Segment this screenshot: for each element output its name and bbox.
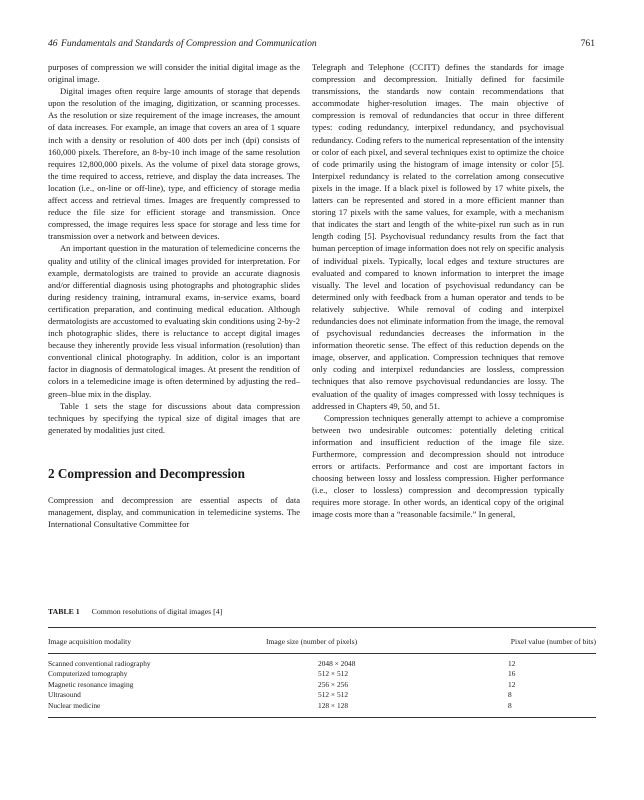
left-column bbox=[48, 61, 300, 530]
table-cell: Ultrasound bbox=[48, 690, 81, 700]
table-body bbox=[48, 654, 596, 717]
section-heading: 2 Compression and Decompression bbox=[48, 465, 245, 481]
table-row bbox=[48, 680, 596, 690]
table-caption-text: Common resolutions of digital images [4] bbox=[91, 607, 223, 616]
paragraph: Digital images often require large amounts of storage that depends upon the resolution of the imaging, digitization, or scanning processes. As the resolution or size requirement of the image increases, the amount of data increases. For example, an image that covers an area of 1 square inch with a density or resolution of 400 dots per inch (dpi) consists of 160,000 pixels. Therefore, an 8-by-10 inch image of the same resolution requires 12,800,000 pixels. As the volume of pixel data storage grows, the time required to access, retrieve, and display the data increases. The location (i.e., on-line or off-line), type, and efficiency of storage media affect access and retrieval times. Images are frequently compressed to reduce the file size for efficient storage and transmission. Once compressed, the image requires less space for storage and less time for transmission over a network and between devices. bbox=[48, 86, 300, 242]
column-header: Image size (number of pixels) bbox=[266, 637, 358, 646]
table-label: TABLE 1 bbox=[48, 607, 80, 616]
table-1 bbox=[48, 607, 596, 718]
table-cell: 12 bbox=[508, 679, 516, 689]
paragraph: An important question in the maturation of telemedicine concerns the quality and utility of the clinical images provided for interpretation. For example, dermatologists are trained to provide an accurate diagnosis and/or differential diagnosis using photographs and photographic slides during residency training, intramural exams, in-service exams, board certification preparation, and continuing medical education. Although dermatologists are accustomed to evaluating skin conditions using 2-by-2 inch photographic slides, there is reluctance to accept digital images because they inherently provide less visual information (resolution) than conventional clinical photography. In addition, color is an important factor in diagnosis of dermatological images. At present the rendition of colors in a telemedicine image is often determined by adjusting the red–green–blue mix in the display. bbox=[48, 243, 300, 399]
table-row bbox=[48, 669, 596, 679]
table-cell: Magnetic resonance imaging bbox=[48, 679, 134, 689]
table-cell: 2048 × 2048 bbox=[318, 659, 356, 668]
table-cell: 16 bbox=[508, 669, 516, 679]
running-head-title: Fundamentals and Standards of Compression and Communication bbox=[61, 38, 317, 49]
table-cell: 512 × 512 bbox=[318, 669, 349, 679]
table-cell: 128 × 128 bbox=[318, 700, 349, 710]
table-cell: 12 bbox=[508, 659, 516, 668]
column-header: Pixel value (number of bits) bbox=[510, 637, 596, 646]
table-caption bbox=[48, 607, 596, 616]
table-cell: 8 bbox=[508, 690, 512, 700]
table-row bbox=[48, 659, 596, 669]
table-row bbox=[48, 701, 596, 711]
table-cell: 8 bbox=[508, 700, 512, 710]
table-cell: 256 × 256 bbox=[318, 679, 349, 689]
paragraph: Table 1 sets the stage for discussions about data compression techniques by specifying the typical size of digital images that are generated by modalities just cited. bbox=[48, 400, 300, 435]
page-number: 761 bbox=[580, 38, 595, 49]
column-header: Image acquisition modality bbox=[48, 637, 132, 646]
table-cell: 512 × 512 bbox=[318, 690, 349, 700]
table-row bbox=[48, 690, 596, 700]
table-bottom-rule bbox=[48, 717, 596, 718]
right-column bbox=[312, 61, 564, 521]
paragraph: Telegraph and Telephone (CCITT) defines the standards for image compression and decompression. Initially defined for facsimile transmissions, the standards now contain recommendations that accommodate higher-resolution images. The main objective of compression is removal of redundancies that occur in three different types: coding redundancy, interpixel redundancy, and psychovisual redundancy. Coding refers to the numerical representation of the intensity or color of each pixel, and several techniques exist to optimize the choice of code primarily using the histogram of image intensity or color [5]. Interpixel redundancy is related to the correlation among consecutive pixels in the image. If a black pixel is followed by 17 white pixels, the latters can be represented and stored in a more efficient manner than storing 17 pixels with the same values, for example, with a mechanism that indicates the start and length of the white-pixel run such as in run length coding [5]. Psychovisual redundancy results from the fact that human perception of image information does not rely on specific analysis of individual pixels. Typically, local edges and texture structures are evaluated and compared to known information to interpret the image visually. The level and location of psychovisual redundancy can be determined only with feedback from a human operator and tends to be relatively subjective. While removal of coding and interpixel redundancies does not eliminate information from the image, the removal of psychovisual redundancies decreases the information in the information theoretic sense. The effect of this reduction depends on the image, observer, and application. Compression techniques that remove only coding and interpixel redundancies are lossless, compression techniques that also remove psychovisual redundancies are lossy. The evaluation of the quality of images compressed with lossy techniques is addressed in Chapters 49, 50, and 51. bbox=[312, 62, 564, 411]
paragraph: purposes of compression we will consider the initial digital image as the original image. bbox=[48, 62, 300, 85]
paragraph: Compression and decompression are essential aspects of data management, display, and communication in telemedicine systems. The International Consultative Committee for bbox=[48, 494, 300, 530]
table-header-row bbox=[48, 628, 596, 653]
paragraph: Compression techniques generally attempt to achieve a compromise between two undesirable outcomes: potentially deleting critical information and insufficient reduction of the image file size. Furthermore, compression and decompression should not introduce errors or artifacts. Performance and cost are important factors in choosing between lossy and lossless compression. Higher performance (i.e., closer to lossless) compression and decompression typically requires more storage. In other words, an identical copy of the original image costs more than a “reasonable facsimile.” In general, bbox=[312, 412, 564, 520]
table-cell: Scanned conventional radiography bbox=[48, 659, 151, 668]
table-cell: Computerized tomography bbox=[48, 669, 128, 679]
running-head-page: 46 bbox=[48, 38, 58, 49]
table-cell: Nuclear medicine bbox=[48, 700, 101, 710]
